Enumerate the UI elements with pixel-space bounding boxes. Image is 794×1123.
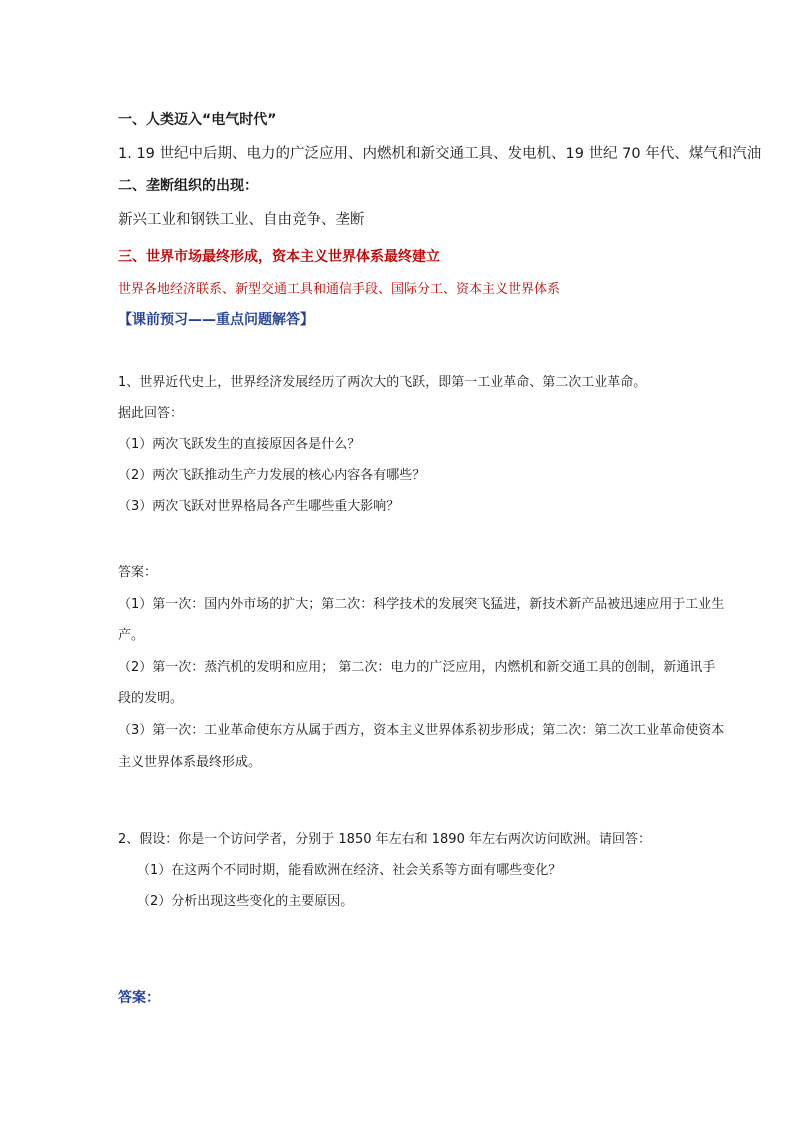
question-2-sub-2: （2）分析出现这些变化的主要原因。 <box>137 894 354 909</box>
section-2-body: 新兴工业和钢铁工业、自由竞争、垄断 <box>118 212 365 228</box>
answer-2-line-1: （2）第一次：蒸汽机的发明和应用； 第二次：电力的广泛应用，内燃机和新交通工具的创制，新通讯手 <box>118 660 716 675</box>
section-3-body: 世界各地经济联系、新型交通工具和通信手段、国际分工、资本主义世界体系 <box>118 282 561 297</box>
question-2-stem: 2、假设：你是一个访问学者，分别于 1850 年左右和 1890 年左右两次访问欧洲。请回答： <box>118 832 651 847</box>
answer-3-line-2: 主义世界体系最终形成。 <box>118 755 262 770</box>
question-1-prompt: 据此回答： <box>118 406 184 421</box>
question-1-sub-1: （1）两次飞跃发生的直接原因各是什么？ <box>118 437 361 452</box>
question-2-sub-1: （1）在这两个不同时期，能看欧洲在经济、社会关系等方面有哪些变化？ <box>137 863 562 878</box>
question-1-stem: 1、世界近代史上，世界经济发展经历了两次大的飞跃，即第一工业革命、第二次工业革命。 <box>118 375 647 390</box>
question-1-answer-label: 答案： <box>118 565 158 580</box>
preview-heading: 【课前预习——重点问题解答】 <box>118 312 314 328</box>
answer-1-line-2: 产。 <box>118 628 145 643</box>
question-1-sub-3: （3）两次飞跃对世界格局各产生哪些重大影响？ <box>118 499 400 514</box>
answer-1-line-1: （1）第一次：国内外市场的扩大；第二次：科学技术的发展突飞猛进，新技术新产品被迅速应用于工业生 <box>118 597 725 612</box>
section-2-title: 二、垄断组织的出现： <box>118 178 258 194</box>
section-3-title: 三、世界市场最终形成，资本主义世界体系最终建立 <box>118 249 440 265</box>
question-1-sub-2: （2）两次飞跃推动生产力发展的核心内容各有哪些？ <box>118 468 426 483</box>
answer-2-line-2: 段的发明。 <box>118 691 184 706</box>
section-1-title: 一、人类迈入“电气时代” <box>118 112 277 128</box>
answer-3-line-1: （3）第一次：工业革命使东方从属于西方，资本主义世界体系初步形成；第二次：第二次工业革命使资本 <box>118 723 725 738</box>
section-1-body: 1. 19 世纪中后期、电力的广泛应用、内燃机和新交通工具、发电机、19 世纪 70 年代、煤气和汽油 <box>118 146 762 162</box>
question-2-answer-label: 答案： <box>118 990 160 1006</box>
